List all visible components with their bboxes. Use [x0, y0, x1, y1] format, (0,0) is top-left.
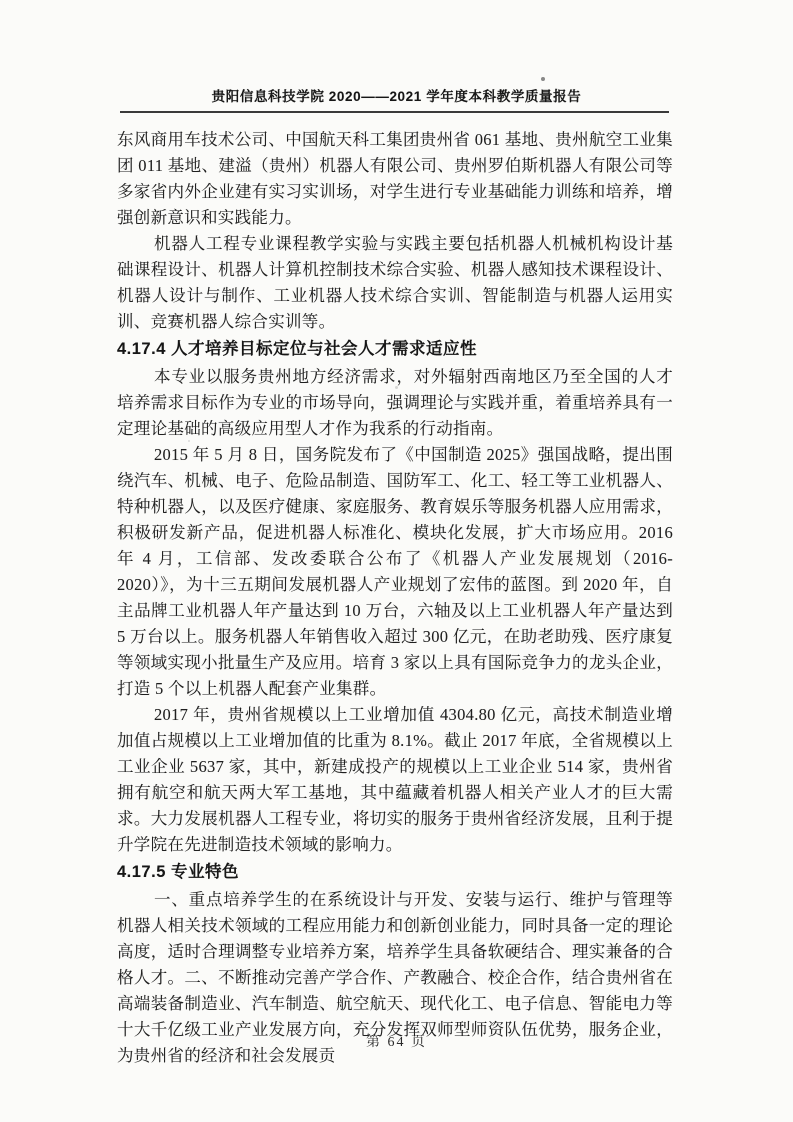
document-body — [117, 127, 673, 1069]
body-paragraph: 2017 年，贵州省规模以上工业增加值 4304.80 亿元，高技术制造业增加值占规模以上工业增加值的比重为 8.1%。截止 2017 年底，全省规模以上工业企业 5637 家，其中，新建成投产的规模以上工业企业 514 家，贵州省拥有航空和航天两大军工基地，其中蕴藏着机器人相关产业人才的巨大需求。大力发展机器人工程专业，将切实的服务于贵州省经济发展，且利于提升学院在先进制造技术领域的影响力。 — [117, 705, 673, 854]
page-number: 第 64 页 — [366, 1035, 427, 1050]
body-paragraph: 2015 年 5 月 8 日，国务院发布了《中国制造 2025》强国战略，提出围绕汽车、机械、电子、危险品制造、国防军工、化工、轻工等工业机器人、特种机器人，以及医疗健康、家庭服务、教育娱乐等服务机器人应用需求，积极研发新产品，促进机器人标准化、模块化发展，扩大市场应用。2016 年 4 月，工信部、发改委联合公布了《机器人产业发展规划（2016-2020）》，为十三五期间发展机器人产业规划了宏伟的蓝图。到 2020 年，自主品牌工业机器人年产量达到 10 万台，六轴及以上工业机器人年产量达到 5 万台以上。服务机器人年销售收入超过 300 亿元，在助老助残、医疗康复等领域实现小批量生产及应用。培育 3 家以上具有国际竞争力的龙头企业，打造 5 个以上机器人配套产业集群。 — [117, 445, 673, 698]
section-heading: 4.17.4 人才培养目标定位与社会人才需求适应性 — [117, 340, 477, 358]
body-paragraph: 机器人工程专业课程教学实验与实践主要包括机器人机械机构设计基础课程设计、机器人计算机控制技术综合实验、机器人感知技术课程设计、机器人设计与制作、工业机器人技术综合实训、智能制造与机器人运用实训、竞赛机器人综合实训等。 — [117, 234, 673, 331]
body-paragraph: 东风商用车技术公司、中国航天科工集团贵州省 061 基地、贵州航空工业集团 011 基地、建溢（贵州）机器人有限公司、贵州罗伯斯机器人有限公司等多家省内外企业建有实习实训场，对学生进行专业基础能力训练和培养，增强创新意识和实践能力。 — [117, 130, 673, 227]
page-header-title: 贵阳信息科技学院 2020——2021 学年度本科教学质量报告 — [211, 89, 582, 104]
section-heading: 4.17.5 专业特色 — [117, 863, 239, 881]
scan-speck — [395, 386, 398, 389]
body-paragraph: 一、重点培养学生的在系统设计与开发、安装与运行、维护与管理等机器人相关技术领域的工程应用能力和创新创业能力，同时具备一定的理论高度，适时合理调整专业培养方案，培养学生具备软硬结合、理实兼备的合格人才。二、不断推动完善产学合作、产教融合、校企合作，结合贵州省在高端装备制造业、汽车制造、航空航天、现代化工、电子信息、智能电力等十大千亿级工业产业发展方向，充分发挥双师型师资队伍优势，服务企业，为贵州省的经济和社会发展贡 — [117, 890, 673, 1065]
scan-speck — [188, 440, 190, 442]
scan-speck — [541, 77, 545, 81]
header-rule — [120, 111, 669, 113]
body-paragraph: 本专业以服务贵州地方经济需求，对外辐射西南地区乃至全国的人才培养需求目标作为专业的市场导向，强调理论与实践并重，着重培养具有一定理论基础的高级应用型人才作为我系的行动指南。 — [117, 367, 673, 438]
